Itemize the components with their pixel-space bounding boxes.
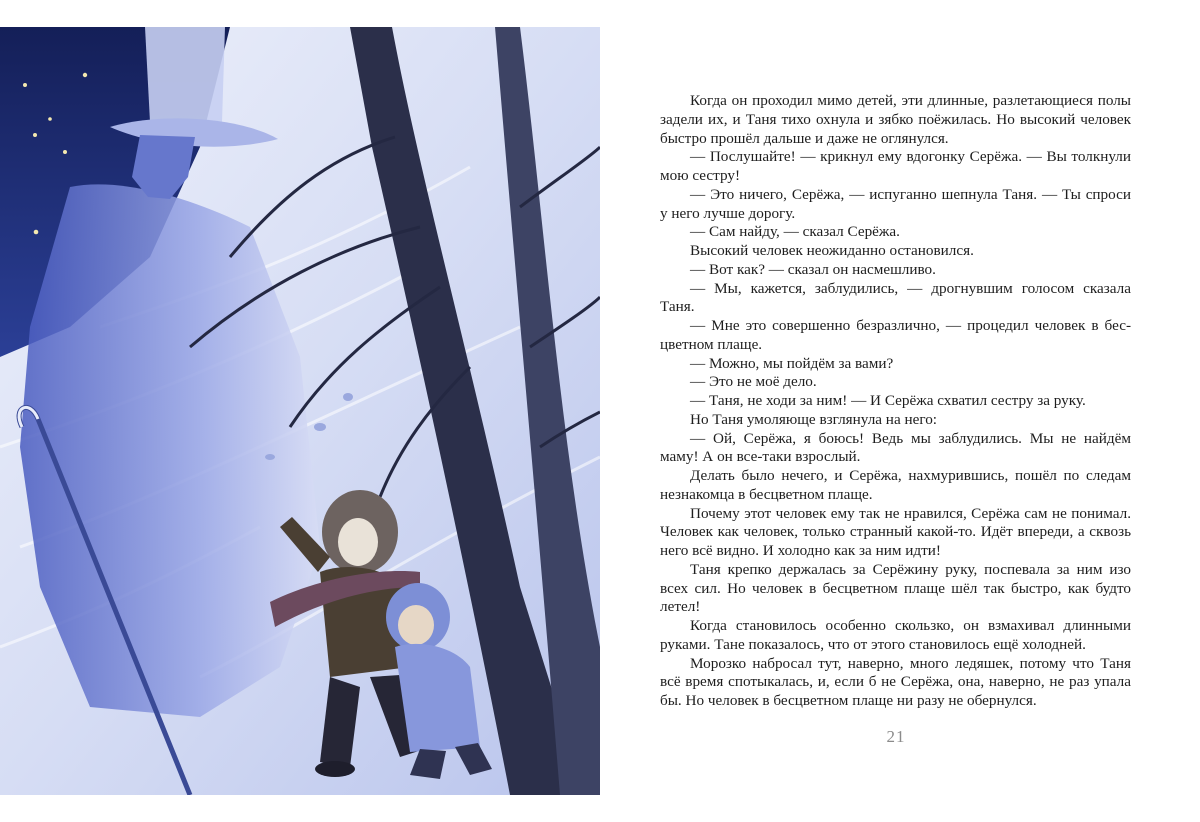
paragraph: — Можно, мы пойдём за вами? bbox=[690, 354, 894, 372]
paragraph: Таня крепко держалась за Серёжину руку, поспевала за ним изо всех сил. Но человек в бесцветном плаще шёл так быстро, как будто летел! bbox=[660, 560, 1131, 616]
illustration bbox=[0, 27, 600, 795]
text-page bbox=[660, 92, 1131, 711]
paragraph: — Мы, кажется, заблудились, — дрогнувшим голосом сказала Таня. bbox=[660, 279, 1131, 316]
paragraph: — Это ничего, Серёжа, — испуганно шепнула Таня. — Ты спроси у него лучше дорогу. bbox=[660, 185, 1131, 222]
paragraph: — Таня, не ходи за ним! — И Серёжа схватил сестру за руку. bbox=[690, 392, 1086, 409]
paragraph: — Ой, Серёжа, я боюсь! Ведь мы заблудились. Мы не найдём маму! А он все-таки взрослый. bbox=[660, 429, 1131, 466]
paragraph: Но Таня умоляюще взглянула на него: bbox=[690, 410, 938, 428]
paragraph: — Послушайте! — крикнул ему вдогонку Серёжа. — Вы толкнули мою сестру! bbox=[660, 148, 1131, 184]
paragraph: Почему этот человек ему так не нравился, Серёжа сам не понимал. Человек как человек, только странный какой-то. Идёт впереди, а сквозь него всё видно. И холодно как за ним идти! bbox=[660, 504, 1131, 559]
paragraph: Высокий человек неожиданно остановился. bbox=[690, 242, 974, 259]
paragraph: — Мне это совершенно безразлично, — процедил человек в бесцветном плаще. bbox=[660, 317, 1131, 353]
paragraph: — Вот как? — сказал он насмешливо. bbox=[690, 260, 936, 278]
page-number: 21 bbox=[886, 727, 906, 746]
illustration-painting bbox=[0, 27, 600, 795]
paragraph: Когда становилось особенно скользко, он взмахивал длинными руками. Тане показалось, что от этого становилось ещё холодней. bbox=[660, 617, 1131, 653]
paragraph: — Сам найду, — сказал Серёжа. bbox=[690, 223, 900, 241]
paragraph: Делать было нечего, и Серёжа, нахмурившись, пошёл по следам незнакомца в бесцветном плаще. bbox=[660, 467, 1131, 503]
ghost-hat bbox=[145, 27, 225, 122]
paragraph: Когда он проходил мимо детей, эти длинные, разлетающиеся полы задели их, и Таня тихо охнула и зябко поёжилась. Но высокий человек быстро прошёл дальше и даже не оглянулся. bbox=[660, 92, 1131, 147]
paragraph: — Это не моё дело. bbox=[690, 373, 817, 391]
paragraph: Морозко набросал тут, наверно, много ледяшек, потому что Таня всё время спотыкалась, и, если б не Серёжа, она, наверно, не раз упала бы. Но человек в бесцветном плаще ни разу не обернулся. bbox=[660, 654, 1131, 709]
